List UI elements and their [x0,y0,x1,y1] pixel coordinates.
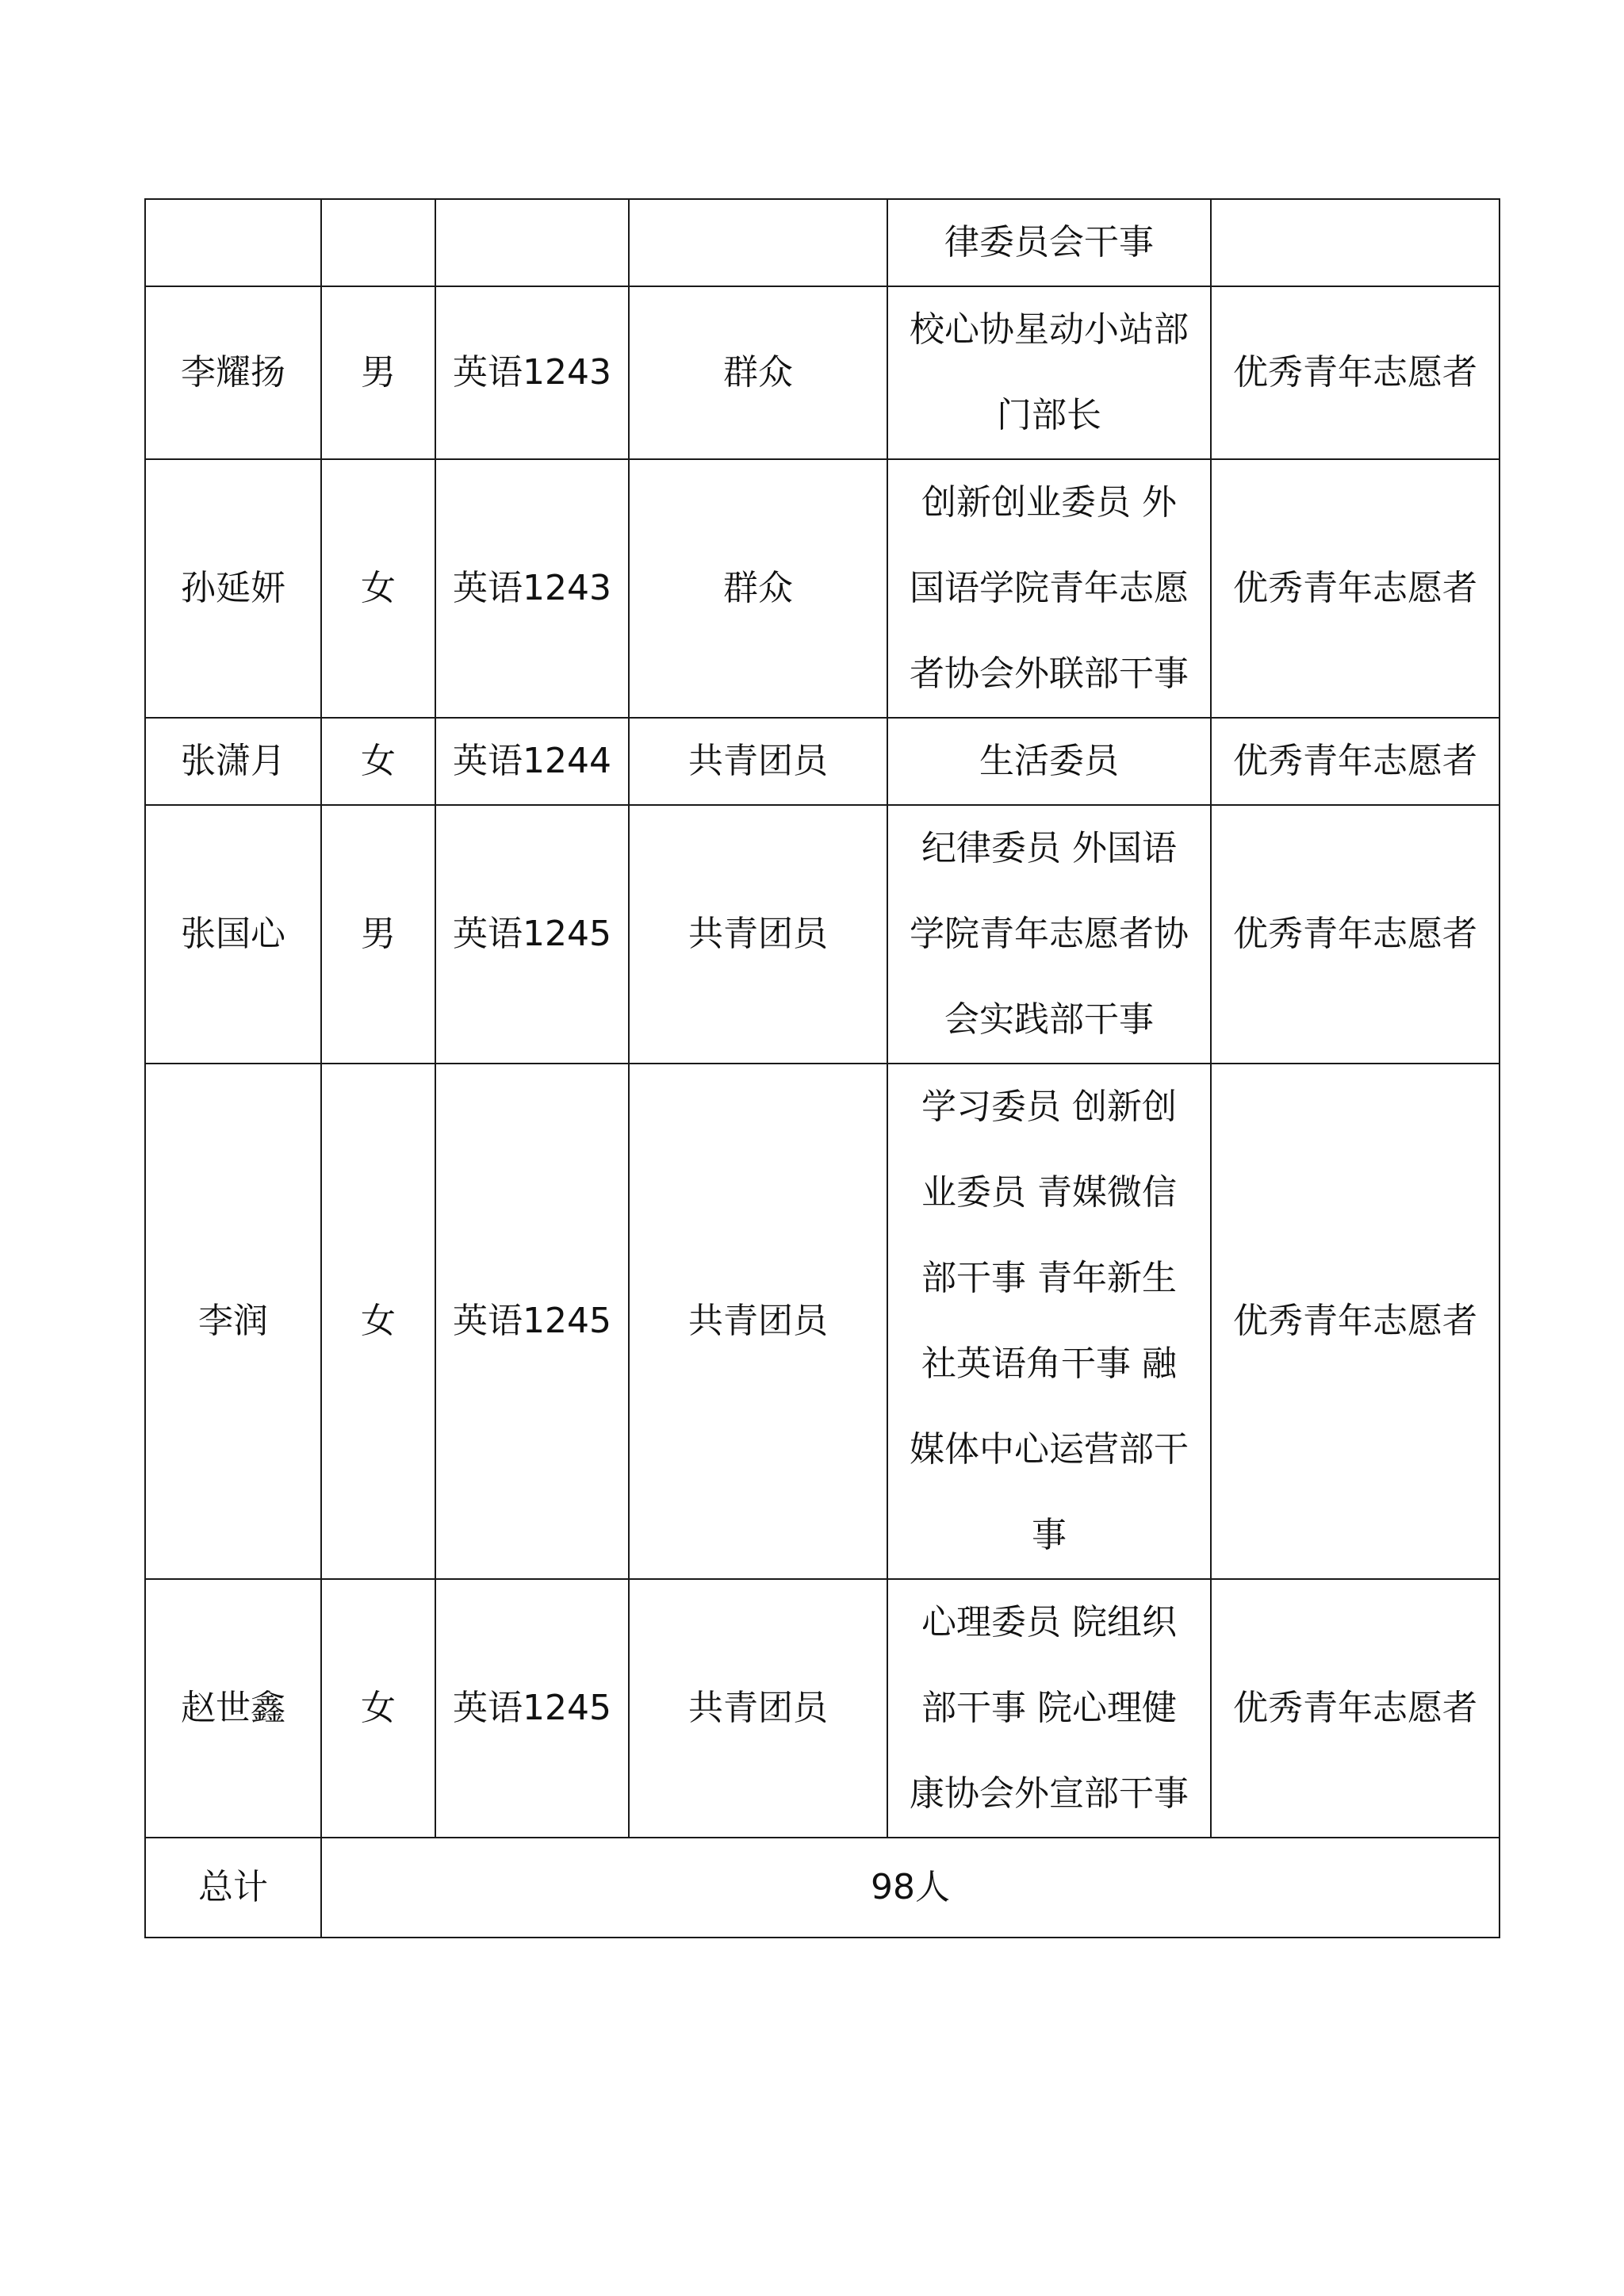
political-status-cell: 共青团员 [629,805,887,1064]
role-cell [887,718,1211,805]
award-cell: 优秀青年志愿者 [1211,1064,1500,1579]
role-line: 事 [1032,1515,1067,1555]
table-row [145,1579,1500,1838]
role-cell [887,805,1211,1064]
political-status-cell: 共青团员 [629,1579,887,1838]
award-cell: 优秀青年志愿者 [1211,718,1500,805]
role-line: 康协会外宣部干事 [910,1773,1189,1814]
role-line: 校心协星动小站部 [910,309,1189,350]
class-cell: 英语1245 [435,805,629,1064]
name-cell: 赵世鑫 [145,1579,321,1838]
table-row [145,459,1500,718]
role-line: 者协会外联部干事 [910,654,1189,694]
class-cell: 英语1243 [435,459,629,718]
class-cell [435,199,629,286]
class-cell: 英语1245 [435,1064,629,1579]
political-status-cell: 共青团员 [629,1064,887,1579]
role-line: 律委员会干事 [944,222,1154,263]
political-status-cell: 群众 [629,286,887,459]
name-cell: 孙延妍 [145,459,321,718]
class-cell: 英语1244 [435,718,629,805]
role-line: 学院青年志愿者协 [910,914,1189,954]
role-line: 国语学院青年志愿 [910,568,1189,608]
political-status-cell [629,199,887,286]
role-cell [887,1579,1211,1838]
role-line: 门部长 [997,395,1101,435]
role-cell [887,1064,1211,1579]
total-label-cell: 总计 [145,1838,321,1938]
political-status-cell: 共青团员 [629,718,887,805]
gender-cell: 男 [321,805,435,1064]
role-line: 媒体中心运营部干 [910,1429,1189,1470]
role-line: 会实践部干事 [944,999,1154,1040]
total-value-cell: 98人 [321,1838,1500,1938]
gender-cell: 女 [321,1579,435,1838]
table-row [145,199,1500,286]
role-line: 纪律委员 外国语 [921,828,1177,868]
award-cell: 优秀青年志愿者 [1211,805,1500,1064]
award-cell: 优秀青年志愿者 [1211,1579,1500,1838]
gender-cell: 女 [321,459,435,718]
role-cell [887,459,1211,718]
gender-cell: 女 [321,718,435,805]
name-cell: 张潇月 [145,718,321,805]
award-cell: 优秀青年志愿者 [1211,286,1500,459]
gender-cell: 男 [321,286,435,459]
role-line: 创新创业委员 外 [921,482,1177,523]
volunteer-award-table [144,198,1500,1938]
class-cell: 英语1245 [435,1579,629,1838]
role-cell [887,199,1211,286]
table-row [145,286,1500,459]
name-cell: 李耀扬 [145,286,321,459]
role-line: 学习委员 创新创 [921,1087,1177,1127]
role-line: 社英语角干事 融 [921,1343,1177,1384]
award-cell: 优秀青年志愿者 [1211,459,1500,718]
table-row [145,718,1500,805]
class-cell: 英语1243 [435,286,629,459]
political-status-cell: 群众 [629,459,887,718]
role-line: 部干事 青年新生 [921,1258,1177,1298]
name-cell [145,199,321,286]
role-cell [887,286,1211,459]
table-row [145,1064,1500,1579]
role-line: 部干事 院心理健 [921,1688,1177,1728]
name-cell: 李润 [145,1064,321,1579]
gender-cell: 女 [321,1064,435,1579]
role-line: 生活委员 [979,741,1119,781]
role-line: 业委员 青媒微信 [921,1172,1177,1213]
gender-cell [321,199,435,286]
name-cell: 张国心 [145,805,321,1064]
award-cell [1211,199,1500,286]
table-row [145,805,1500,1064]
role-line: 心理委员 院组织 [921,1602,1177,1642]
total-row [145,1838,1500,1938]
